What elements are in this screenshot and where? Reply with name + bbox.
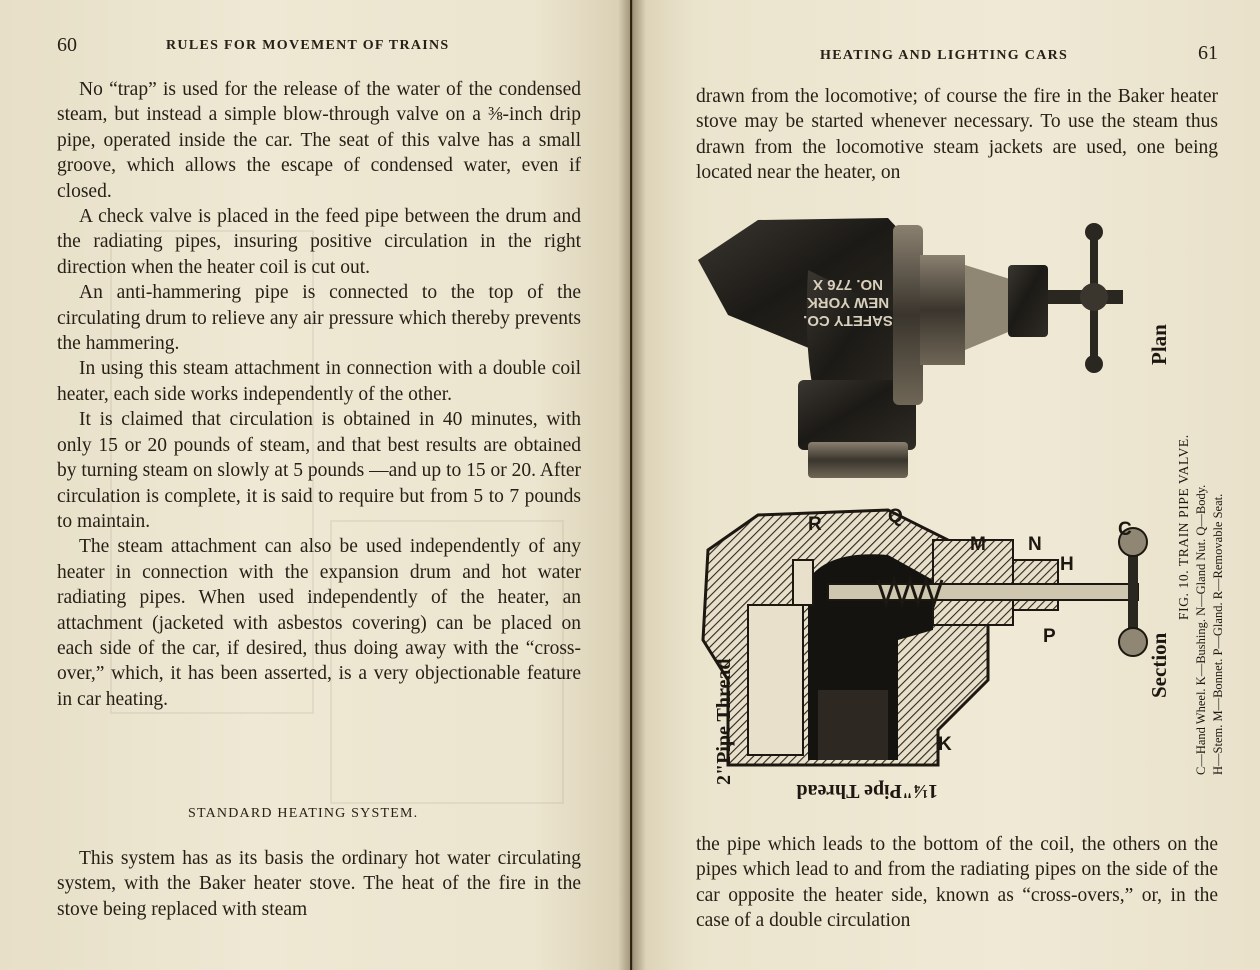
paragraph: A check valve is placed in the feed pipe between the drum and the radiating pipes, insuring positive circulation in the right direction when the heater coil is cut out. [57, 206, 581, 278]
outlet-bore [748, 605, 803, 755]
page-number: 61 [1198, 42, 1218, 64]
page-number: 60 [57, 34, 77, 56]
casting-text: NO. 776 X [812, 276, 884, 293]
right-top-text [696, 84, 1218, 186]
running-head: RULES FOR MOVEMENT OF TRAINS [166, 38, 450, 53]
label-section: Section [1147, 632, 1171, 698]
casting-text: SAFETY CO. [803, 312, 893, 329]
figure-caption-title: FIG. 10. TRAIN PIPE VALVE. [1176, 434, 1191, 620]
valve-gland [965, 265, 1013, 350]
valve-bonnet [920, 255, 965, 365]
hand-wheel-knob [1085, 355, 1103, 373]
removable-seat [793, 560, 813, 605]
valve-stem-section [828, 584, 1138, 600]
lower-bore [818, 690, 888, 760]
valve-bonnet-flange [893, 225, 923, 405]
callout-h: H [1060, 554, 1074, 575]
paragraph: No “trap” is used for the release of the water of the condensed steam, but instead a simple blow-through valve on a ⅜-inch drip pipe, operated inside the car. The seat of this valve has a small groove, which allows the escape of condensed water, even if closed. [57, 79, 581, 202]
hand-wheel-knob [1119, 628, 1147, 656]
callout-m: M [970, 534, 986, 555]
callout-c: C [1118, 519, 1132, 540]
left-body-text [57, 77, 581, 712]
hand-wheel-hub [1080, 283, 1108, 311]
section-view-valve [703, 506, 1147, 802]
paragraph: An anti-hammering pipe is connected to the top of the circulating drum to relieve any air pressure which thereby prevents the hammering. [57, 282, 581, 355]
paragraph: drawn from the locomotive; of course the fire in the Baker heater stove may be started whenever necessary. To use the steam thus drawn from the locomotive steam jackets are used, one being located near the heater, on [696, 86, 1218, 184]
figure-caption-line-2: H—Stem. M—Bonnet. P—Gland. R—Removable Seat. [1211, 493, 1225, 775]
hand-wheel-knob [1085, 223, 1103, 241]
paragraph: The steam attachment can also be used independently of any heater in connection with the expansion drum and hot water radiating pipes. When used independently of the heater, an attachment (jacketed with asbestos covering) can be placed on each side of the car, if desired, thus doing away with the “cross-over,” which, it has been asserted, is a very objectionable feature in car heating. [57, 536, 581, 710]
paragraph: It is claimed that circulation is obtained in 40 minutes, with only 15 or 20 pounds of steam, and that best results are obtained by turning steam on slowly at 5 pounds —and up to 15 or 20. After circulation is complete, it is said to require but from 5 to 7 pounds to maintain. [57, 409, 581, 532]
thread-label-2in: 2"Pipe Thread [713, 658, 735, 785]
train-pipe-valve-figure [688, 210, 1233, 825]
running-head: HEATING AND LIGHTING CARS [820, 48, 1069, 63]
casting-inscription [803, 276, 893, 329]
section-heading: STANDARD HEATING SYSTEM. [188, 806, 419, 821]
plan-view-valve [698, 218, 1123, 478]
thread-label-1-25in: 1¼"Pipe Thread [796, 780, 938, 802]
right-bottom-text [696, 832, 1218, 934]
paragraph: This system has as its basis the ordinary hot water circulating system, with the Baker heater stove. The heat of the fire in the stove being replaced with steam [57, 848, 581, 920]
callout-k: K [938, 734, 952, 755]
paragraph: In using this steam attachment in connection with a double coil heater, each side works independently of the other. [57, 358, 581, 405]
section-body-text [57, 846, 581, 922]
valve-bushing [808, 442, 908, 478]
gland-nut [1008, 265, 1048, 337]
callout-p: P [1043, 626, 1056, 647]
callout-q: Q [888, 506, 903, 527]
casting-text: NEW YORK [806, 294, 890, 311]
figure-caption-line-1: C—Hand Wheel. K—Bushing. N—Gland Nut. Q—Body. [1194, 484, 1208, 775]
callout-r: R [808, 514, 822, 535]
book-gutter [618, 0, 646, 970]
callout-n: N [1028, 534, 1042, 555]
label-plan: Plan [1147, 324, 1171, 365]
paragraph: the pipe which leads to the bottom of the coil, the others on the pipes which lead to and from the radiating pipes on the side of the car opposite the heater side, known as “cross-overs,” or, in the case of a double circulation [696, 834, 1218, 932]
